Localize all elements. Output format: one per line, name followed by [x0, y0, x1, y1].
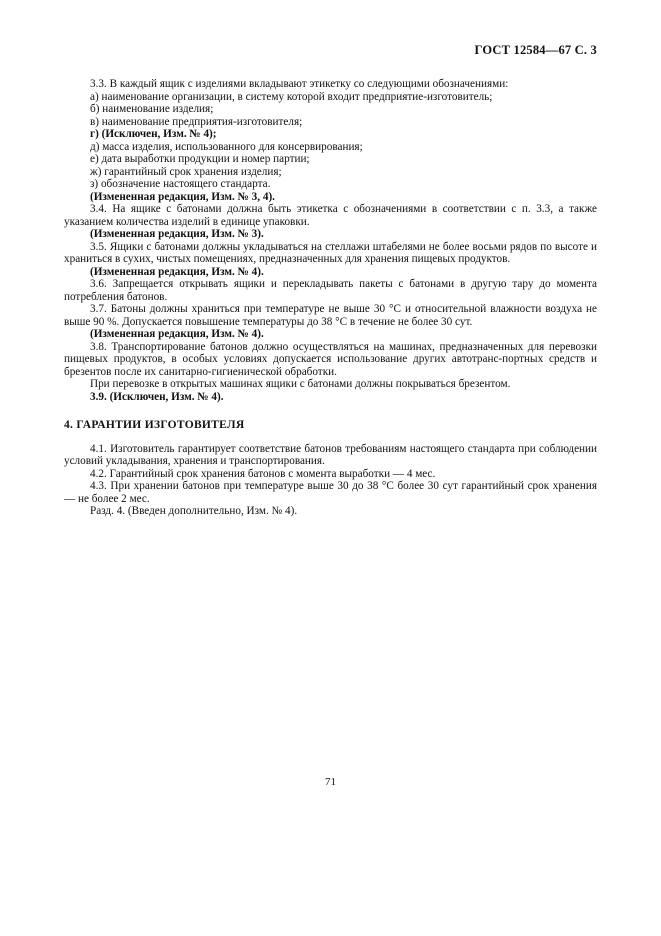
amendment-note: (Измененная редакция, Изм. № 4).	[90, 265, 264, 278]
paragraph: 4.3. При хранении батонов при температуре выше 30 до 38 °С более 30 сут гарантийный срок хранения — не более 2 мес.	[64, 480, 597, 505]
paragraph: 3.7. Батоны должны храниться при температуре не выше 30 °С и относительной влажности воздуха не выше 90 %. Допускается повышение температуры до 38 °С в течение не более 30 сут.	[64, 303, 597, 328]
amendment-note: (Измененная редакция, Изм. № 4).	[90, 328, 264, 340]
amendment-note: (Измененная редакция, Изм. № 3, 4).	[90, 190, 275, 203]
paragraph: 3.4. На ящике с батонами должна быть этикетка с обозначениями в соответствии с п. 3.3, а также указанием количества изделий в единице упаковки.	[64, 203, 597, 228]
paragraph: 4.2. Гарантийный срок хранения батонов с момента выработки — 4 мес.	[90, 467, 436, 480]
list-item: ж) гарантийный срок хранения изделия;	[90, 165, 282, 178]
paragraph: 3.6. Запрещается открывать ящики и перекладывать пакеты с батонами в другую тару до момента потребления батонов.	[64, 278, 597, 303]
list-item: в) наименование предприятия-изготовителя;	[90, 115, 303, 128]
amendment-note: Разд. 4. (Введен дополнительно, Изм. № 4).	[90, 505, 298, 517]
list-item: б) наименование изделия;	[90, 103, 214, 115]
list-item: з) обозначение настоящего стандарта.	[90, 178, 271, 190]
paragraph: 3.5. Ящики с батонами должны укладываться на стеллажи штабелями не более восьми рядов по высоте и храниться в сухих, чистых помещениях, предназначенных для хранения пищевых продуктов.	[64, 240, 597, 265]
list-item: г) (Исключен, Изм. № 4);	[90, 128, 217, 140]
paragraph: 3.3. В каждый ящик с изделиями вкладывают этикетку со следующими обозначениями:	[90, 78, 509, 90]
paragraph: 3.8. Транспортирование батонов должно осуществляться на машинах, предназначенных для перевозки пищевых продуктов, в особых условиях допускается использование других автотранс-портных средств и брезентов после их санитарно-гигиенической обработки.	[64, 340, 597, 378]
page-number: 71	[325, 776, 336, 788]
list-item: д) масса изделия, использованного для консервирования;	[90, 140, 363, 153]
section-title: 4. ГАРАНТИИ ИЗГОТОВИТЕЛЯ	[64, 419, 245, 431]
amendment-note: 3.9. (Исключен, Изм. № 4).	[90, 390, 224, 403]
paragraph: При перевозке в открытых машинах ящики с батонами должны покрываться брезентом.	[90, 378, 511, 390]
amendment-note: (Измененная редакция, Изм. № 3).	[90, 228, 264, 240]
document-body	[64, 78, 597, 518]
list-item: е) дата выработки продукции и номер партии;	[90, 153, 310, 165]
page-header: ГОСТ 12584—67 С. 3	[474, 43, 597, 57]
paragraph: 4.1. Изготовитель гарантирует соответствие батонов требованиям настоящего стандарта при соблюдении условий укладывания, хранения и транспортирования.	[64, 442, 597, 467]
list-item: а) наименование организации, в систему которой входит предприятие-изготовитель;	[90, 90, 493, 103]
